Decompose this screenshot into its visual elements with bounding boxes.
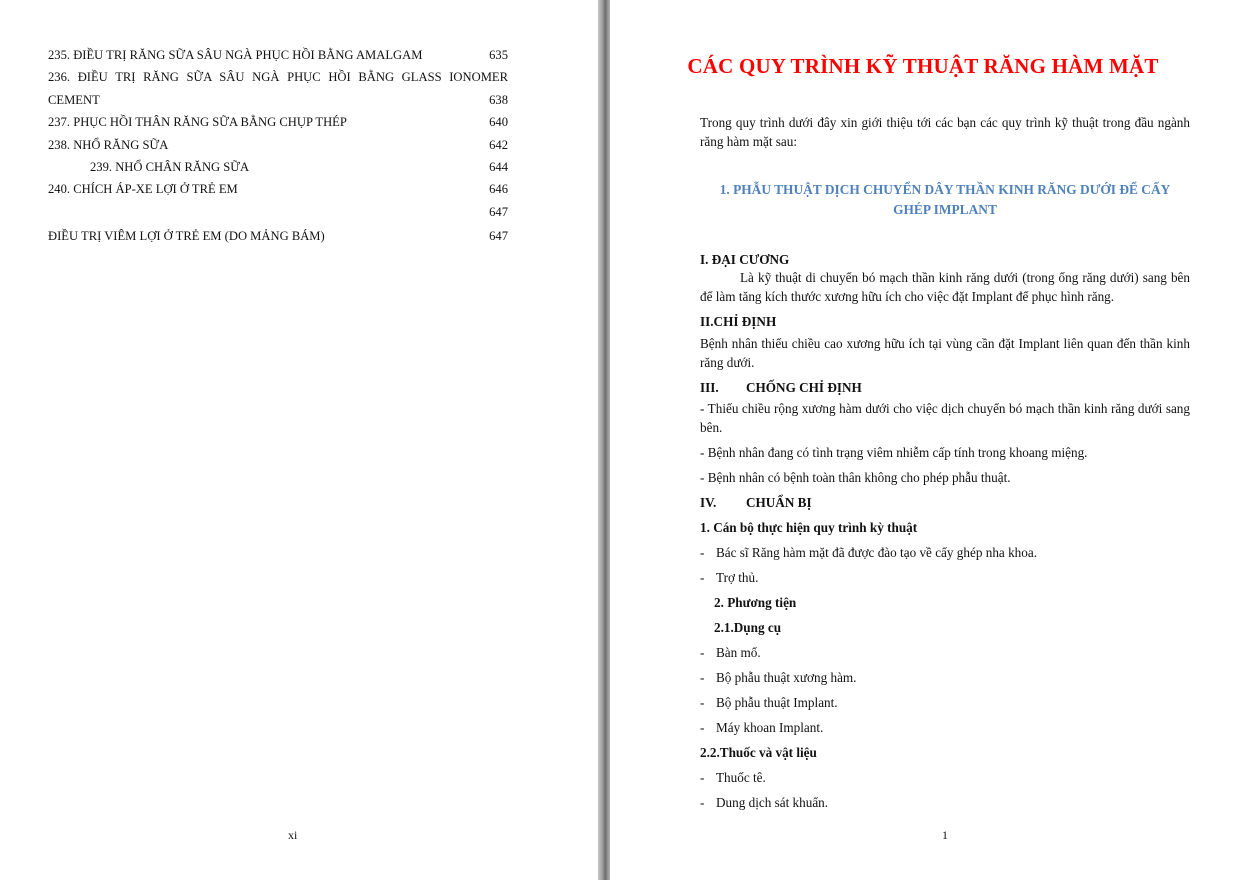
list-item: - Bộ phẫu thuật xương hàm. bbox=[700, 670, 857, 685]
toc-entry[interactable] bbox=[48, 136, 508, 158]
list-item: - Máy khoan Implant. bbox=[700, 720, 824, 735]
toc-entry-title: ĐIỀU TRỊ VIÊM LỢI Ở TRẺ EM (DO MẢNG BÁM) bbox=[48, 229, 325, 244]
toc-entry[interactable] bbox=[48, 68, 508, 90]
toc-entry[interactable] bbox=[48, 113, 508, 135]
list-item: - Bệnh nhân có bệnh toàn thân không cho phép phẫu thuật. bbox=[700, 470, 1011, 485]
heading-text: CHỐNG CHỈ ĐỊNH bbox=[746, 380, 862, 395]
list-item: - Bệnh nhân đang có tình trạng viêm nhiễm cấp tính trong khoang miệng. bbox=[700, 445, 1088, 460]
list-item: - Thiếu chiều rộng xương hàm dưới cho việc dịch chuyển bó mạch thần kinh răng dưới sang bên. bbox=[700, 401, 1190, 435]
toc-entry-title: 238. NHỔ RĂNG SỮA bbox=[48, 137, 169, 152]
list-item: - Bàn mổ. bbox=[700, 645, 761, 660]
list-item-text: Bác sĩ Răng hàm mặt đã được đào tạo về cấy ghép nha khoa. bbox=[716, 545, 1037, 560]
toc-entry[interactable] bbox=[48, 91, 508, 113]
right-page bbox=[610, 0, 1236, 880]
toc-entry-page: 647 bbox=[489, 204, 508, 219]
heading-chi-dinh: II.CHỈ ĐỊNH bbox=[700, 314, 777, 329]
toc-entry[interactable] bbox=[48, 46, 508, 68]
heading-chuan-bi bbox=[700, 493, 1190, 518]
toc-entry-page: 638 bbox=[489, 92, 508, 107]
section-heading: 1. PHẪU THUẬT DỊCH CHUYỂN DÂY THẦN KINH RĂNG DƯỚI ĐỂ CẤY GHÉP IMPLANT bbox=[719, 182, 1171, 217]
list-item-text: Bộ phẫu thuật Implant. bbox=[716, 695, 838, 710]
heading-number: III. bbox=[700, 380, 719, 395]
toc-entry[interactable] bbox=[48, 203, 508, 225]
intro-paragraph: Trong quy trình dưới đây xin giới thiệu tới các bạn các quy trình kỹ thuật trong đầu ngành răng hàm mặt sau: bbox=[700, 115, 1190, 149]
list-item: - Thuốc tê. bbox=[700, 770, 766, 785]
table-of-contents bbox=[48, 46, 508, 250]
dai-cuong-text: Là kỹ thuật di chuyển bó mạch thần kinh răng dưới (trong ống răng dưới) sang bên để làm tăng kích thước xương hữu ích cho việc đặt Implant để phục hình răng. bbox=[700, 270, 1190, 304]
list-item: - Trợ thủ. bbox=[700, 570, 759, 585]
toc-entry[interactable] bbox=[48, 180, 508, 202]
toc-entry-page: 642 bbox=[489, 137, 508, 152]
toc-entry[interactable] bbox=[48, 227, 508, 249]
toc-entry-title: 236. ĐIỀU TRỊ RĂNG SỮA SÂU NGÀ PHỤC HỒI BẰNG GLASS IONOMER bbox=[48, 70, 508, 85]
heading-text: CHUẨN BỊ bbox=[746, 495, 812, 510]
list-item-text: Bộ phẫu thuật xương hàm. bbox=[716, 670, 857, 685]
section-body bbox=[700, 250, 1190, 818]
page-gutter bbox=[598, 0, 610, 880]
heading-dai-cuong: I. ĐẠI CƯƠNG bbox=[700, 252, 790, 267]
toc-entry-title: 237. PHỤC HỒI THÂN RĂNG SỮA BẰNG CHỤP THÉP bbox=[48, 115, 347, 130]
page-number: xi bbox=[288, 828, 298, 842]
toc-entry-page: 646 bbox=[489, 182, 508, 197]
list-item-text: Bàn mổ. bbox=[716, 645, 761, 660]
subheading-dung-cu: 2.1.Dụng cụ bbox=[714, 620, 782, 635]
toc-entry-page: 647 bbox=[489, 229, 508, 244]
toc-entry-title: 240. CHÍCH ÁP-XE LỢI Ở TRẺ EM bbox=[48, 182, 238, 197]
heading-number: IV. bbox=[700, 495, 717, 510]
toc-entry-title: 239. NHỔ CHÂN RĂNG SỮA bbox=[90, 159, 250, 174]
toc-entry-page: 640 bbox=[489, 115, 508, 130]
toc-entry-page: 644 bbox=[489, 159, 508, 174]
list-item-text: Thuốc tê. bbox=[716, 770, 766, 785]
subheading-can-bo: 1. Cán bộ thực hiện quy trình kỳ thuật bbox=[700, 520, 918, 535]
subheading-thuoc: 2.2.Thuốc và vật liệu bbox=[700, 745, 817, 760]
toc-entry[interactable] bbox=[48, 158, 508, 180]
chi-dinh-text: Bệnh nhân thiếu chiều cao xương hữu ích tại vùng cần đặt Implant liên quan đến thần kinh răng dưới. bbox=[700, 336, 1190, 370]
list-item: - Dung dịch sát khuẩn. bbox=[700, 795, 829, 810]
document-title: CÁC QUY TRÌNH KỸ THUẬT RĂNG HÀM MẶT bbox=[687, 54, 1159, 78]
list-item-text: Dung dịch sát khuẩn. bbox=[716, 795, 829, 810]
list-item: - Bộ phẫu thuật Implant. bbox=[700, 695, 838, 710]
toc-entry-title: CEMENT bbox=[48, 92, 100, 107]
page-number: 1 bbox=[942, 828, 948, 842]
left-page bbox=[0, 0, 598, 880]
toc-entry-title: 235. ĐIỀU TRỊ RĂNG SỮA SÂU NGÀ PHỤC HỒI BẰNG AMALGAM bbox=[48, 48, 423, 62]
toc-entry-page: 635 bbox=[489, 48, 508, 62]
list-item-text: Trợ thủ. bbox=[716, 570, 759, 585]
list-item: - Bác sĩ Răng hàm mặt đã được đào tạo về cấy ghép nha khoa. bbox=[700, 545, 1037, 560]
list-item-text: Máy khoan Implant. bbox=[716, 720, 824, 735]
subheading-phuong-tien: 2. Phương tiện bbox=[714, 595, 797, 610]
